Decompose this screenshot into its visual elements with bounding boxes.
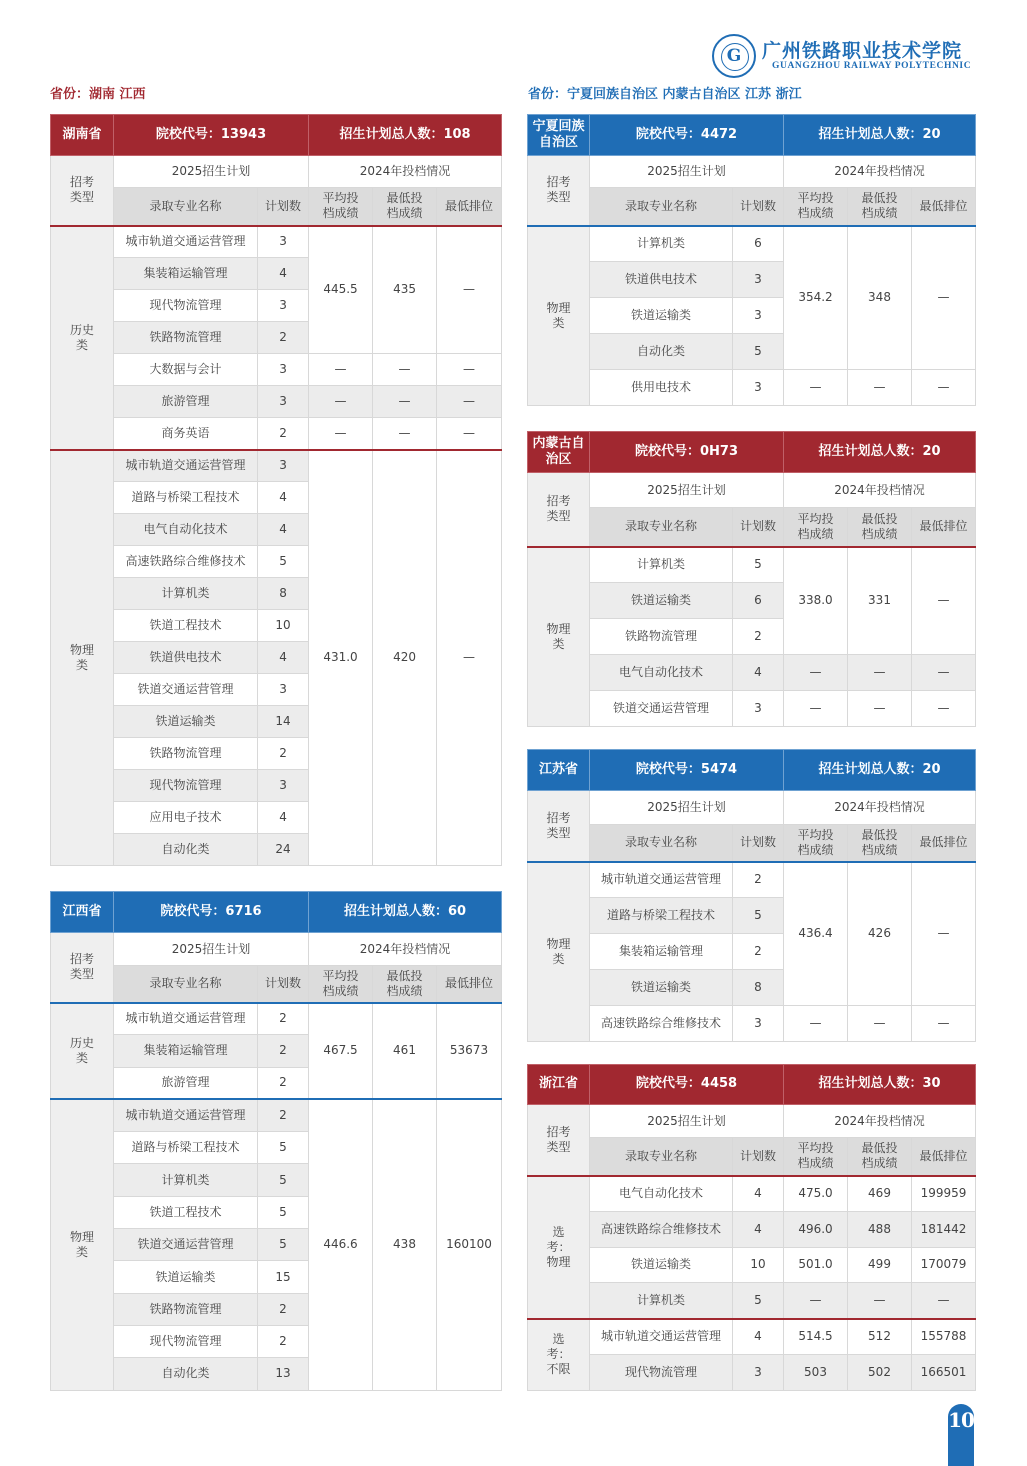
type-header: 招考类型 bbox=[528, 791, 590, 862]
major-col-header: 录取专业名称 bbox=[590, 825, 733, 862]
exam-type: 选考：不限 bbox=[528, 1319, 590, 1391]
major-name: 旅游管理 bbox=[114, 1067, 258, 1099]
table-row bbox=[51, 1099, 502, 1131]
table-title-row bbox=[51, 115, 502, 156]
major-col-header: 录取专业名称 bbox=[590, 508, 733, 547]
column-header-row bbox=[528, 188, 976, 226]
column-header-row bbox=[528, 1138, 976, 1176]
major-name: 计算机类 bbox=[590, 547, 733, 583]
status-2024-header: 2024年投档情况 bbox=[784, 791, 976, 825]
major-name: 供用电技术 bbox=[590, 370, 733, 406]
column-header-row bbox=[51, 966, 502, 1003]
avg-score: — bbox=[309, 418, 373, 450]
table-title-row bbox=[528, 432, 976, 473]
rank-col-header: 最低排位 bbox=[437, 966, 502, 1003]
type-header: 招考类型 bbox=[528, 1105, 590, 1176]
plan-2025-header: 2025招生计划 bbox=[590, 791, 784, 825]
province-name: 江苏省 bbox=[528, 750, 590, 791]
table-row bbox=[528, 862, 976, 898]
status-2024-header: 2024年投档情况 bbox=[309, 933, 502, 966]
min-score: — bbox=[848, 655, 912, 691]
exam-type: 物理类 bbox=[51, 450, 114, 866]
major-name: 计算机类 bbox=[114, 1164, 258, 1196]
min-rank: — bbox=[912, 1283, 976, 1319]
left-province-label: 省份：湖南 江西 bbox=[50, 87, 146, 102]
plan-count: 3 bbox=[258, 290, 309, 322]
plan-col-header: 计划数 bbox=[733, 508, 784, 547]
avg-score: 467.5 bbox=[309, 1003, 373, 1100]
table-row bbox=[528, 226, 976, 262]
major-name: 电气自动化技术 bbox=[590, 1176, 733, 1212]
plan-count: 2 bbox=[258, 1067, 309, 1099]
major-name: 自动化类 bbox=[114, 1358, 258, 1390]
major-name: 现代物流管理 bbox=[114, 290, 258, 322]
plan-count: 24 bbox=[258, 834, 309, 866]
school-code: 院校代号：4458 bbox=[590, 1065, 784, 1105]
min-rank: 199959 bbox=[912, 1176, 976, 1212]
major-name: 商务英语 bbox=[114, 418, 258, 450]
table-row bbox=[528, 1319, 976, 1355]
major-col-header: 录取专业名称 bbox=[590, 188, 733, 226]
plan-count: 15 bbox=[258, 1261, 309, 1293]
major-name: 集装箱运输管理 bbox=[590, 934, 733, 970]
group-header-row bbox=[528, 473, 976, 508]
table-row bbox=[51, 386, 502, 418]
min-col-header: 最低投档成绩 bbox=[848, 825, 912, 862]
plan-2025-header: 2025招生计划 bbox=[114, 156, 309, 188]
type-header: 招考类型 bbox=[51, 933, 114, 1003]
plan-count: 5 bbox=[733, 334, 784, 370]
major-name: 现代物流管理 bbox=[590, 1354, 733, 1390]
avg-score: — bbox=[784, 1283, 848, 1319]
min-rank: — bbox=[437, 450, 502, 866]
exam-type: 物理类 bbox=[528, 862, 590, 1042]
avg-col-header: 平均投档成绩 bbox=[309, 966, 373, 1003]
min-col-header: 最低投档成绩 bbox=[848, 1138, 912, 1176]
min-rank: — bbox=[912, 226, 976, 370]
exam-type: 历史类 bbox=[51, 1003, 114, 1100]
major-col-header: 录取专业名称 bbox=[114, 188, 258, 226]
plan-2025-header: 2025招生计划 bbox=[590, 156, 784, 188]
total-plan: 招生计划总人数：108 bbox=[309, 115, 502, 156]
province-name: 江西省 bbox=[51, 892, 114, 933]
min-rank: — bbox=[437, 386, 502, 418]
min-rank: 53673 bbox=[437, 1003, 502, 1100]
min-rank: — bbox=[912, 655, 976, 691]
major-name: 铁道工程技术 bbox=[114, 610, 258, 642]
table-neimenggu bbox=[527, 431, 976, 727]
page-number: 10 bbox=[948, 1404, 974, 1466]
avg-score: — bbox=[784, 655, 848, 691]
min-rank: — bbox=[912, 370, 976, 406]
plan-count: 8 bbox=[258, 578, 309, 610]
min-rank: — bbox=[912, 547, 976, 655]
major-name: 应用电子技术 bbox=[114, 802, 258, 834]
avg-score: 475.0 bbox=[784, 1176, 848, 1212]
min-rank: 181442 bbox=[912, 1211, 976, 1247]
table-row bbox=[528, 1211, 976, 1247]
table-row bbox=[528, 547, 976, 583]
plan-count: 2 bbox=[258, 738, 309, 770]
type-header: 招考类型 bbox=[528, 156, 590, 226]
plan-count: 6 bbox=[733, 583, 784, 619]
avg-score: 354.2 bbox=[784, 226, 848, 370]
plan-count: 2 bbox=[258, 1003, 309, 1035]
major-name: 铁道运输类 bbox=[590, 970, 733, 1006]
plan-2025-header: 2025招生计划 bbox=[590, 473, 784, 508]
plan-count: 5 bbox=[258, 1164, 309, 1196]
plan-count: 2 bbox=[258, 1293, 309, 1325]
major-name: 铁道交通运营管理 bbox=[114, 674, 258, 706]
plan-col-header: 计划数 bbox=[733, 188, 784, 226]
table-title-row bbox=[528, 1065, 976, 1105]
min-score: — bbox=[848, 1283, 912, 1319]
table-title-row bbox=[51, 892, 502, 933]
min-score: 348 bbox=[848, 226, 912, 370]
major-name: 铁道运输类 bbox=[590, 298, 733, 334]
table-zhejiang bbox=[527, 1064, 976, 1391]
major-name: 道路与桥梁工程技术 bbox=[114, 482, 258, 514]
column-header-row bbox=[51, 188, 502, 226]
min-score: — bbox=[373, 354, 437, 386]
plan-count: 3 bbox=[258, 226, 309, 258]
major-name: 高速铁路综合维修技术 bbox=[114, 546, 258, 578]
avg-score: 436.4 bbox=[784, 862, 848, 1006]
exam-type: 物理类 bbox=[51, 1099, 114, 1390]
min-rank: — bbox=[912, 691, 976, 727]
table-title-row bbox=[528, 115, 976, 156]
major-name: 现代物流管理 bbox=[114, 770, 258, 802]
plan-count: 3 bbox=[733, 262, 784, 298]
school-logo bbox=[712, 34, 982, 80]
province-name: 宁夏回族自治区 bbox=[528, 115, 590, 156]
plan-count: 2 bbox=[258, 1099, 309, 1131]
major-name: 计算机类 bbox=[590, 226, 733, 262]
table-row bbox=[51, 418, 502, 450]
plan-col-header: 计划数 bbox=[733, 1138, 784, 1176]
min-rank: — bbox=[912, 862, 976, 1006]
plan-col-header: 计划数 bbox=[733, 825, 784, 862]
exam-type: 物理类 bbox=[528, 226, 590, 406]
plan-count: 2 bbox=[258, 322, 309, 354]
major-name: 现代物流管理 bbox=[114, 1325, 258, 1357]
major-name: 铁道运输类 bbox=[114, 706, 258, 738]
major-name: 电气自动化技术 bbox=[590, 655, 733, 691]
major-name: 集装箱运输管理 bbox=[114, 258, 258, 290]
major-name: 自动化类 bbox=[114, 834, 258, 866]
province-name: 湖南省 bbox=[51, 115, 114, 156]
plan-count: 2 bbox=[258, 418, 309, 450]
major-name: 城市轨道交通运营管理 bbox=[114, 1099, 258, 1131]
plan-count: 10 bbox=[258, 610, 309, 642]
rank-col-header: 最低排位 bbox=[912, 825, 976, 862]
min-score: 499 bbox=[848, 1247, 912, 1283]
total-plan: 招生计划总人数：30 bbox=[784, 1065, 976, 1105]
plan-count: 4 bbox=[258, 642, 309, 674]
major-name: 集装箱运输管理 bbox=[114, 1035, 258, 1067]
plan-count: 4 bbox=[733, 1319, 784, 1355]
plan-count: 3 bbox=[733, 1006, 784, 1042]
total-plan: 招生计划总人数：20 bbox=[784, 432, 976, 473]
plan-count: 5 bbox=[258, 1132, 309, 1164]
avg-score: — bbox=[784, 1006, 848, 1042]
table-row bbox=[51, 450, 502, 482]
group-header-row bbox=[528, 1105, 976, 1138]
min-rank: 160100 bbox=[437, 1099, 502, 1390]
plan-count: 5 bbox=[733, 898, 784, 934]
plan-count: 2 bbox=[258, 1035, 309, 1067]
plan-count: 10 bbox=[733, 1247, 784, 1283]
plan-count: 5 bbox=[733, 1283, 784, 1319]
table-ningxia bbox=[527, 114, 976, 406]
min-rank: — bbox=[912, 1006, 976, 1042]
school-code: 院校代号：4472 bbox=[590, 115, 784, 156]
major-name: 铁道交通运营管理 bbox=[590, 691, 733, 727]
plan-col-header: 计划数 bbox=[258, 188, 309, 226]
min-score: 469 bbox=[848, 1176, 912, 1212]
school-code: 院校代号：5474 bbox=[590, 750, 784, 791]
table-row bbox=[528, 1176, 976, 1212]
min-score: 438 bbox=[373, 1099, 437, 1390]
avg-col-header: 平均投档成绩 bbox=[309, 188, 373, 226]
min-rank: 155788 bbox=[912, 1319, 976, 1355]
major-name: 道路与桥梁工程技术 bbox=[590, 898, 733, 934]
major-name: 铁道运输类 bbox=[590, 1247, 733, 1283]
major-name: 铁路物流管理 bbox=[114, 322, 258, 354]
major-name: 自动化类 bbox=[590, 334, 733, 370]
plan-count: 3 bbox=[258, 386, 309, 418]
min-score: 502 bbox=[848, 1354, 912, 1390]
major-name: 计算机类 bbox=[114, 578, 258, 610]
table-row bbox=[528, 1283, 976, 1319]
avg-score: 496.0 bbox=[784, 1211, 848, 1247]
column-header-row bbox=[528, 825, 976, 862]
plan-count: 5 bbox=[258, 1196, 309, 1228]
major-name: 铁路物流管理 bbox=[114, 1293, 258, 1325]
plan-count: 3 bbox=[258, 450, 309, 482]
major-name: 高速铁路综合维修技术 bbox=[590, 1006, 733, 1042]
table-title-row bbox=[528, 750, 976, 791]
min-rank: — bbox=[437, 226, 502, 354]
avg-score: 445.5 bbox=[309, 226, 373, 354]
table-row bbox=[528, 370, 976, 406]
avg-score: — bbox=[784, 370, 848, 406]
min-score: 461 bbox=[373, 1003, 437, 1100]
exam-type: 选考：物理 bbox=[528, 1176, 590, 1319]
plan-count: 4 bbox=[733, 655, 784, 691]
major-name: 城市轨道交通运营管理 bbox=[114, 226, 258, 258]
table-row bbox=[528, 655, 976, 691]
table-jiangsu bbox=[527, 749, 976, 1042]
major-name: 城市轨道交通运营管理 bbox=[114, 1003, 258, 1035]
plan-count: 2 bbox=[733, 934, 784, 970]
rank-col-header: 最低排位 bbox=[912, 508, 976, 547]
major-name: 铁道交通运营管理 bbox=[114, 1229, 258, 1261]
major-name: 铁道工程技术 bbox=[114, 1196, 258, 1228]
min-col-header: 最低投档成绩 bbox=[848, 508, 912, 547]
major-name: 道路与桥梁工程技术 bbox=[114, 1132, 258, 1164]
major-col-header: 录取专业名称 bbox=[114, 966, 258, 1003]
plan-count: 3 bbox=[733, 370, 784, 406]
major-name: 城市轨道交通运营管理 bbox=[590, 1319, 733, 1355]
major-col-header: 录取专业名称 bbox=[590, 1138, 733, 1176]
plan-count: 8 bbox=[733, 970, 784, 1006]
plan-count: 4 bbox=[258, 514, 309, 546]
plan-count: 2 bbox=[733, 862, 784, 898]
plan-count: 5 bbox=[258, 1229, 309, 1261]
table-row bbox=[528, 691, 976, 727]
plan-count: 13 bbox=[258, 1358, 309, 1390]
plan-col-header: 计划数 bbox=[258, 966, 309, 1003]
min-score: 331 bbox=[848, 547, 912, 655]
min-rank: 166501 bbox=[912, 1354, 976, 1390]
avg-score: — bbox=[309, 386, 373, 418]
plan-count: 4 bbox=[733, 1176, 784, 1212]
total-plan: 招生计划总人数：20 bbox=[784, 115, 976, 156]
status-2024-header: 2024年投档情况 bbox=[784, 1105, 976, 1138]
major-name: 铁路物流管理 bbox=[114, 738, 258, 770]
min-rank: 170079 bbox=[912, 1247, 976, 1283]
min-score: — bbox=[373, 386, 437, 418]
exam-type: 物理类 bbox=[528, 547, 590, 727]
school-name-cn: 广州铁路职业技术学院 bbox=[762, 40, 963, 62]
status-2024-header: 2024年投档情况 bbox=[784, 156, 976, 188]
min-col-header: 最低投档成绩 bbox=[373, 966, 437, 1003]
right-province-label: 省份：宁夏回族自治区 内蒙古自治区 江苏 浙江 bbox=[528, 87, 802, 102]
min-score: 426 bbox=[848, 862, 912, 1006]
plan-count: 2 bbox=[733, 619, 784, 655]
type-header: 招考类型 bbox=[528, 473, 590, 547]
table-jiangxi bbox=[50, 891, 502, 1391]
major-name: 铁道供电技术 bbox=[590, 262, 733, 298]
group-header-row bbox=[528, 791, 976, 825]
min-score: — bbox=[373, 418, 437, 450]
major-name: 电气自动化技术 bbox=[114, 514, 258, 546]
table-row bbox=[51, 354, 502, 386]
plan-count: 4 bbox=[258, 258, 309, 290]
plan-count: 4 bbox=[258, 482, 309, 514]
group-header-row bbox=[51, 933, 502, 966]
avg-score: 338.0 bbox=[784, 547, 848, 655]
min-score: 420 bbox=[373, 450, 437, 866]
min-score: 512 bbox=[848, 1319, 912, 1355]
total-plan: 招生计划总人数：20 bbox=[784, 750, 976, 791]
major-name: 计算机类 bbox=[590, 1283, 733, 1319]
plan-count: 3 bbox=[258, 674, 309, 706]
rank-col-header: 最低排位 bbox=[437, 188, 502, 226]
min-score: — bbox=[848, 691, 912, 727]
min-col-header: 最低投档成绩 bbox=[373, 188, 437, 226]
avg-col-header: 平均投档成绩 bbox=[784, 1138, 848, 1176]
major-name: 大数据与会计 bbox=[114, 354, 258, 386]
column-header-row bbox=[528, 508, 976, 547]
min-score: 435 bbox=[373, 226, 437, 354]
type-header: 招考类型 bbox=[51, 156, 114, 226]
avg-score: 501.0 bbox=[784, 1247, 848, 1283]
avg-col-header: 平均投档成绩 bbox=[784, 508, 848, 547]
plan-count: 3 bbox=[733, 298, 784, 334]
plan-count: 3 bbox=[733, 1354, 784, 1390]
min-score: — bbox=[848, 370, 912, 406]
major-name: 旅游管理 bbox=[114, 386, 258, 418]
major-name: 铁路物流管理 bbox=[590, 619, 733, 655]
total-plan: 招生计划总人数：60 bbox=[309, 892, 502, 933]
major-name: 铁道运输类 bbox=[590, 583, 733, 619]
min-rank: — bbox=[437, 418, 502, 450]
table-row bbox=[51, 1003, 502, 1035]
avg-col-header: 平均投档成绩 bbox=[784, 825, 848, 862]
table-row bbox=[528, 1006, 976, 1042]
rank-col-header: 最低排位 bbox=[912, 1138, 976, 1176]
plan-count: 5 bbox=[733, 547, 784, 583]
plan-count: 6 bbox=[733, 226, 784, 262]
avg-score: 514.5 bbox=[784, 1319, 848, 1355]
school-code: 院校代号：13943 bbox=[114, 115, 309, 156]
avg-score: — bbox=[784, 691, 848, 727]
school-emblem-icon: G bbox=[712, 34, 756, 78]
plan-count: 2 bbox=[258, 1325, 309, 1357]
plan-count: 3 bbox=[733, 691, 784, 727]
group-header-row bbox=[51, 156, 502, 188]
avg-col-header: 平均投档成绩 bbox=[784, 188, 848, 226]
status-2024-header: 2024年投档情况 bbox=[309, 156, 502, 188]
province-name: 内蒙古自治区 bbox=[528, 432, 590, 473]
exam-type: 历史类 bbox=[51, 226, 114, 450]
major-name: 高速铁路综合维修技术 bbox=[590, 1211, 733, 1247]
school-code: 院校代号：6716 bbox=[114, 892, 309, 933]
plan-count: 4 bbox=[258, 802, 309, 834]
plan-count: 14 bbox=[258, 706, 309, 738]
plan-count: 3 bbox=[258, 770, 309, 802]
group-header-row bbox=[528, 156, 976, 188]
min-score: 488 bbox=[848, 1211, 912, 1247]
min-col-header: 最低投档成绩 bbox=[848, 188, 912, 226]
school-name-en: GUANGZHOU RAILWAY POLYTECHNIC bbox=[772, 61, 972, 71]
table-row bbox=[528, 1247, 976, 1283]
plan-count: 5 bbox=[258, 546, 309, 578]
plan-2025-header: 2025招生计划 bbox=[590, 1105, 784, 1138]
avg-score: 431.0 bbox=[309, 450, 373, 866]
table-hunan bbox=[50, 114, 502, 866]
major-name: 城市轨道交通运营管理 bbox=[590, 862, 733, 898]
major-name: 铁道运输类 bbox=[114, 1261, 258, 1293]
min-rank: — bbox=[437, 354, 502, 386]
major-name: 城市轨道交通运营管理 bbox=[114, 450, 258, 482]
min-score: — bbox=[848, 1006, 912, 1042]
avg-score: — bbox=[309, 354, 373, 386]
plan-2025-header: 2025招生计划 bbox=[114, 933, 309, 966]
province-name: 浙江省 bbox=[528, 1065, 590, 1105]
major-name: 铁道供电技术 bbox=[114, 642, 258, 674]
plan-count: 4 bbox=[733, 1211, 784, 1247]
avg-score: 446.6 bbox=[309, 1099, 373, 1390]
rank-col-header: 最低排位 bbox=[912, 188, 976, 226]
avg-score: 503 bbox=[784, 1354, 848, 1390]
plan-count: 3 bbox=[258, 354, 309, 386]
status-2024-header: 2024年投档情况 bbox=[784, 473, 976, 508]
table-row bbox=[51, 226, 502, 258]
table-row bbox=[528, 1354, 976, 1390]
school-code: 院校代号：0H73 bbox=[590, 432, 784, 473]
